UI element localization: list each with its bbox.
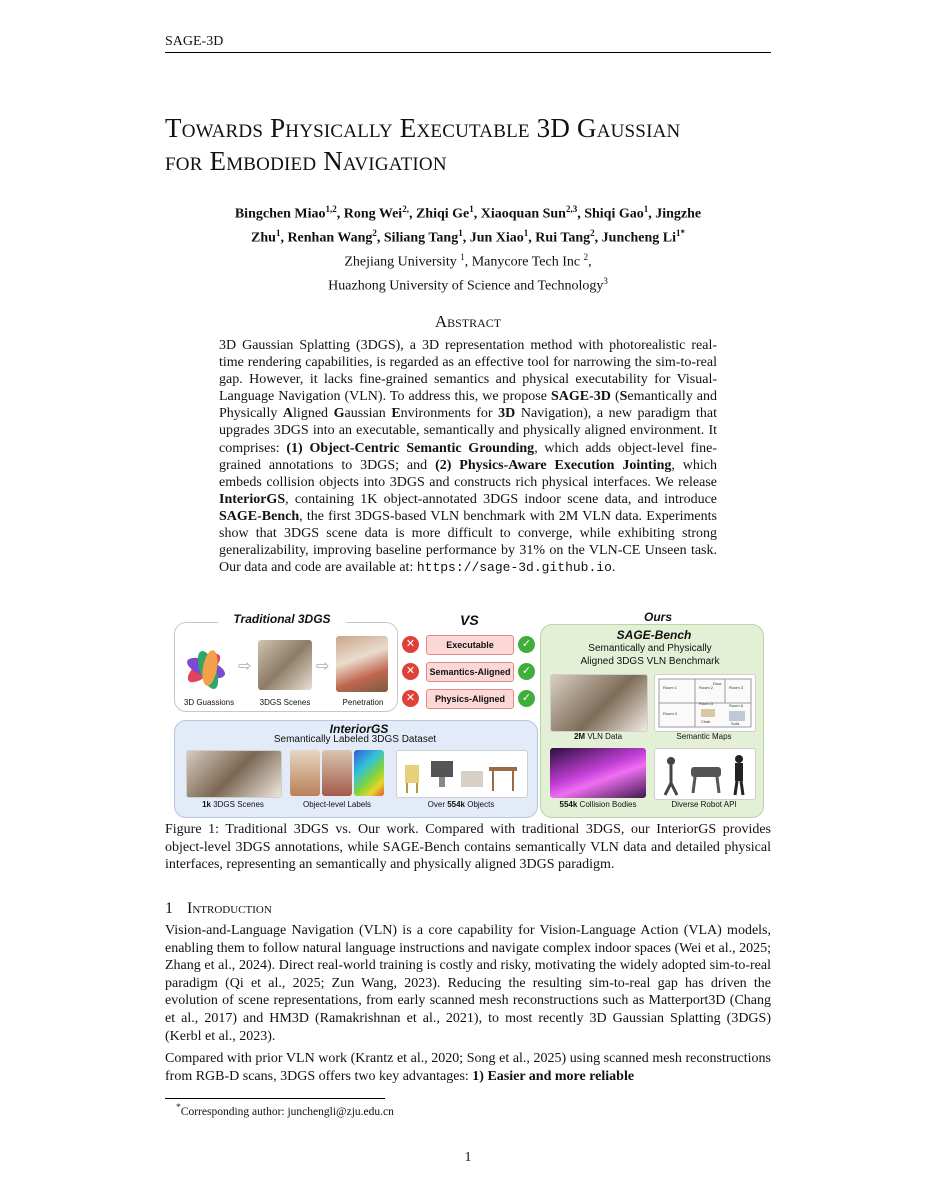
author-affil: 1 xyxy=(469,204,474,214)
collision-bodies-thumb xyxy=(550,748,646,798)
author-name: Rui Tang xyxy=(535,230,591,246)
caption-diverse-robot-api: Diverse Robot API xyxy=(671,800,737,809)
author-name-part: Jingzhe xyxy=(655,206,702,222)
intro-paragraph-2: Compared with prior VLN work (Krantz et al., 2020; Song et al., 2025) using scanned mesh reconstructions from RGB-D scans, 3DGS offers two key advantages: 1) Easier and more reliable xyxy=(165,1051,771,1084)
caption-semantic-maps: Semantic Maps xyxy=(676,732,732,741)
footnote-rule xyxy=(165,1098,385,1099)
author-line-1: Bingchen Miao$^{1,2}$, Rong Wei$^{2,}$, Zhiqi Ge$^1$, Xiaoquan Sun$^{2,3}$, Shiqi Gao$^1$, Jingzhe xyxy=(234,204,702,222)
footnote-text: Corresponding author: junchengli@zju.edu.cn xyxy=(180,1105,394,1118)
author-name: Xiaoquan Sun xyxy=(480,206,566,222)
author-affil: 1 xyxy=(458,227,463,238)
author-affil: 1 xyxy=(523,227,529,238)
arrow-right-icon: ⇨ xyxy=(238,658,252,675)
caption-object-level-labels: Object-level Labels xyxy=(302,800,372,809)
intro-paragraph-1: Vision-and-Language Navigation (VLN) is a core capability for Vision-Language Action (VLA) models, enabling them to follow natural language instructions and navigate complex indoor spaces (Wei et al., 2025; Zhang et al., 2024). Direct real-world training is costly and risky, motivating the widely adopted sim-to-real paradigm (Qi et al., 2025; Zun Wang, 2023). Reducing the resulting sim-to-real gap has driven the evolution of scene representations, from early scanned mesh reconstructions such as Matterport3D (Chang et al., 2017) and HM3D (Ramakrishnan et al., 2021), to most recently 3D Gaussian Splatting (3DGS) (Kerbl et al., 2023). xyxy=(165,923,771,1044)
caption-554k-objects: Over 554k Objects xyxy=(427,800,495,809)
section-number: 1 xyxy=(165,900,173,917)
running-header: SAGE-3D xyxy=(165,34,224,49)
map-room-label: Room 6 xyxy=(729,703,744,708)
affiliation-line-1: Zhejiang University $^1$, Manycore Tech Inc $^2$, xyxy=(344,252,592,270)
sage-bench-subtitle-1: Semantically and Physically xyxy=(588,643,712,654)
title-line-2: for Embodied Navigation xyxy=(165,146,447,176)
author-name: Shiqi Gao xyxy=(584,206,644,222)
author-name: Renhan Wang xyxy=(287,230,373,246)
check-icon: ✓ xyxy=(518,636,535,653)
map-room-label: Chair xyxy=(701,719,711,724)
author-line-2: Zhu$^1$, Renhan Wang$^2$, Siliang Tang$^1$, Jun Xiao$^1$, Rui Tang$^2$, Juncheng $Li^{1*}$ xyxy=(251,227,685,246)
furniture-objects xyxy=(397,751,527,797)
caption-2m-vln-data: 2M VLN Data xyxy=(573,732,623,741)
object-labels-thumb-1 xyxy=(290,750,320,796)
3dgs-scene-thumb xyxy=(258,640,312,690)
abstract-body: 3D Gaussian Splatting (3DGS), a 3D representation method with photorealistic real-time rendering capabilities, is regarded as an effective tool for narrowing the sim-to-real gap. However, it lacks fine-grained semantics and physical executability for Visual-Language Navigation (VLN). To address this, we propose SAGE-3D (Semantically and Physically Aligned Gaussian Environments for 3D Navigation), a new paradigm that upgrades 3DGS into an executable, semantically and physically aligned environment. It comprises: (1) Object-Centric Semantic Grounding, which adds object-level fine-grained annotations to 3DGS; and (2) Physics-Aware Execution Jointing, which embeds collision objects into 3DGS and constructs rich physical interfaces. We release InteriorGS, containing 1K object-annotated 3DGS indoor scene data, and introduce SAGE-Bench, the first 3DGS-based VLN benchmark with 2M VLN data. Experiments show that 3DGS scene data is more difficult to converge, while exhibiting strong generalizability, improving baseline performance by 31% on the VLN-CE Unseen task. Our data and code are available at: https://sage-3d.github.io. xyxy=(219,338,717,576)
footnote: *Corresponding author: junchengli@zju.edu.cn xyxy=(176,1102,394,1118)
author-affil: 2 xyxy=(372,227,377,238)
author-affil: 2,3 xyxy=(565,204,578,214)
objects-thumb xyxy=(396,750,528,798)
caption-3dgs-scenes: 3DGS Scenes xyxy=(259,698,311,707)
cross-icon: ✕ xyxy=(402,636,419,653)
map-room-label: Room 1 xyxy=(663,685,678,690)
page-number: 1 xyxy=(464,1150,472,1165)
check-icon: ✓ xyxy=(518,663,535,680)
author-name: Zhu xyxy=(251,230,276,246)
sage-bench-subtitle-2: Aligned 3DGS VLN Benchmark xyxy=(580,656,720,667)
caption-1k-3dgs-scenes: 1k 3DGS Scenes xyxy=(202,800,264,809)
abstract-heading: Abstract xyxy=(434,312,502,331)
vln-data-thumb xyxy=(550,674,648,732)
object-labels-thumb-3 xyxy=(354,750,384,796)
check-icon: ✓ xyxy=(518,690,535,707)
cross-icon: ✕ xyxy=(402,663,419,680)
cross-icon: ✕ xyxy=(402,690,419,707)
figure-caption: Figure 1: Traditional 3DGS vs. Our work. Compared with traditional 3DGS, our InteriorGS provides object-level 3DGS annotations, while SAGE-Bench contains semantically VLN data and detailed physical interfaces, representing an semantically and physically aligned 3DGS paradigm. xyxy=(165,822,771,872)
robot-api-thumb xyxy=(654,748,756,800)
author-affil: 1 xyxy=(643,204,649,214)
title-line-1: Towards Physically Executable 3D Gaussian xyxy=(165,113,681,143)
gaussian-petals-icon xyxy=(180,642,238,694)
floorplan-map xyxy=(655,675,755,731)
affiliation-line-2: Huazhong University of Science and Technology$^3$ xyxy=(328,275,608,294)
caption-554k-collision-bodies: 554k Collision Bodies xyxy=(559,800,637,809)
map-room-label: Sofa xyxy=(731,721,740,726)
header-rule xyxy=(165,52,771,53)
author-name: Zhiqi Ge xyxy=(415,206,470,222)
ours-title: Ours xyxy=(643,610,672,624)
author-affil: 2, xyxy=(402,204,409,214)
author-name: Jun Xiao xyxy=(469,230,524,246)
interiorgs-subtitle: Semantically Labeled 3DGS Dataset xyxy=(273,734,437,745)
author-affil: 1 xyxy=(275,227,281,238)
project-url-link[interactable]: https://sage-3d.github.io xyxy=(416,560,612,576)
caption-3d-gaussians: 3D Guassions xyxy=(183,698,235,707)
arrow-right-icon: ⇨ xyxy=(316,658,330,675)
object-labels-thumb-2 xyxy=(322,750,352,796)
caption-penetration: Penetration xyxy=(342,698,384,707)
author-name: Siliang Tang xyxy=(383,230,459,246)
interior-scenes-thumb xyxy=(186,750,282,798)
author-name: Juncheng Li xyxy=(601,230,676,246)
author-affil: 2 xyxy=(590,227,595,238)
badge-semantics-aligned: Semantics-Aligned xyxy=(426,662,514,682)
traditional-3dgs-title: Traditional 3DGS xyxy=(218,612,346,626)
map-room-label: Room 5 xyxy=(699,701,714,706)
author-list xyxy=(165,200,771,247)
badge-physics-aligned: Physics-Aligned xyxy=(426,689,514,709)
penetration-thumb xyxy=(336,636,388,692)
paper-title xyxy=(165,112,785,178)
author-name: Rong Wei xyxy=(343,206,403,222)
figure-1 xyxy=(170,610,766,820)
section-title: Introduction xyxy=(187,900,272,917)
badge-executable: Executable xyxy=(426,635,514,655)
affiliations xyxy=(165,248,771,295)
author-affil: 1* xyxy=(675,227,685,238)
map-room-label: Room 3 xyxy=(729,685,744,690)
author-name: Bingchen Miao xyxy=(234,206,326,222)
section-heading-introduction xyxy=(165,900,771,918)
map-room-label: Room 4 xyxy=(663,711,678,716)
interiorgs-title: InteriorGS xyxy=(329,722,389,736)
author-affil: 1,2 xyxy=(325,204,337,214)
map-room-label: Door xyxy=(713,681,722,686)
vs-label: VS xyxy=(460,612,479,628)
map-room-label: Room 2 xyxy=(699,685,714,690)
sage-bench-title: SAGE-Bench xyxy=(616,628,692,642)
semantic-map-thumb xyxy=(654,674,756,732)
robot-silhouettes xyxy=(655,749,755,799)
